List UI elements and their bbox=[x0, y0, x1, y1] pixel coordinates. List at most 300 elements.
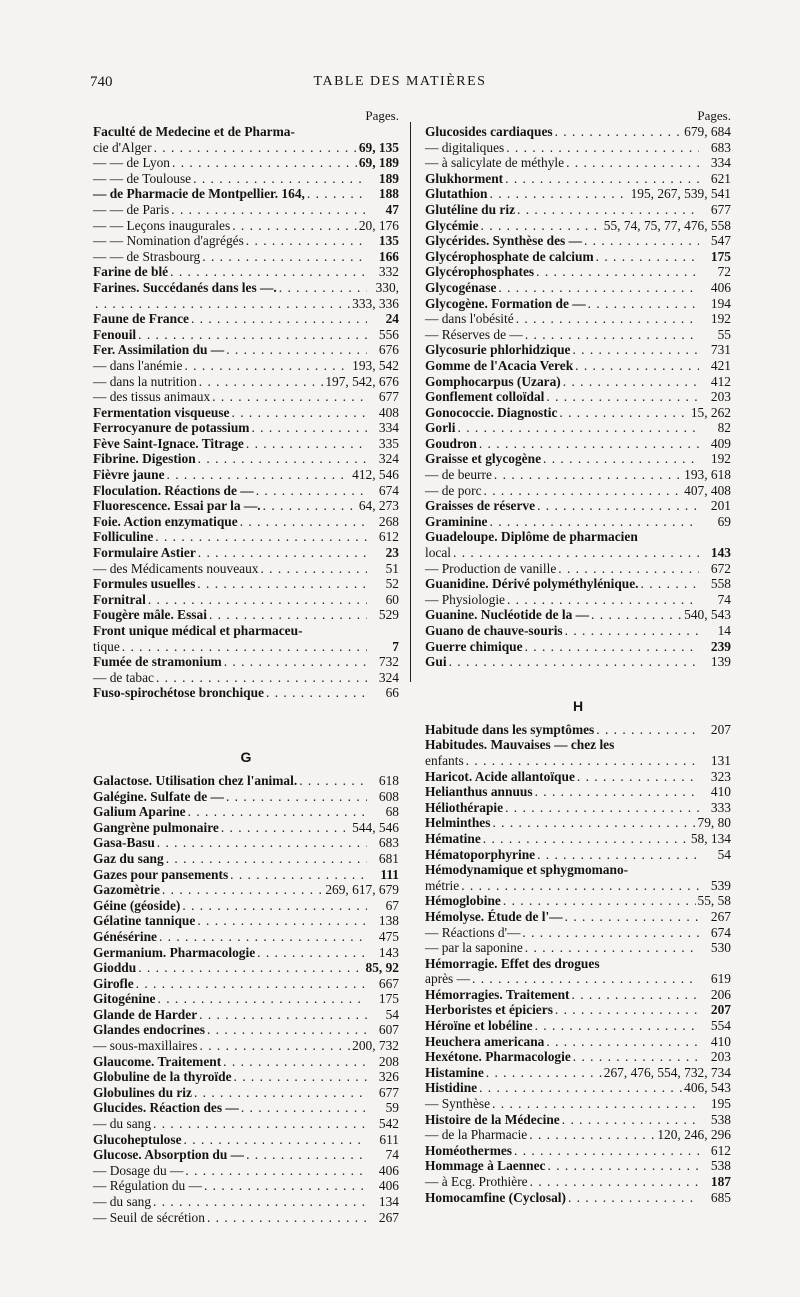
leader-dots bbox=[584, 233, 699, 249]
entry-term: — — de Toulouse bbox=[93, 170, 192, 186]
leader-dots bbox=[251, 420, 367, 436]
entry-pages: 197, 542, 676 bbox=[325, 373, 399, 389]
entry-pages: 538 bbox=[710, 1158, 731, 1174]
entry-term: Hémorragies. Traitement bbox=[425, 986, 570, 1002]
index-entry bbox=[425, 186, 731, 202]
leader-dots bbox=[505, 800, 699, 816]
leader-dots bbox=[198, 545, 367, 561]
index-entry bbox=[425, 358, 731, 374]
entry-term: — à salicylate de méthyle bbox=[425, 155, 565, 171]
entry-term: Hémorragie. Effet des drogues bbox=[425, 955, 600, 971]
entry-pages: 676 bbox=[378, 342, 399, 358]
entry-term: Glycémie bbox=[425, 217, 479, 233]
leader-dots bbox=[479, 1080, 682, 1096]
entry-term: cie d'Alger bbox=[93, 139, 152, 155]
entry-pages: 334 bbox=[710, 155, 731, 171]
leader-dots bbox=[483, 831, 689, 847]
leader-dots bbox=[172, 155, 357, 171]
index-entry bbox=[425, 878, 731, 894]
index-entry bbox=[425, 451, 731, 467]
index-entry bbox=[425, 1127, 731, 1143]
entry-term: Foie. Action enzymatique bbox=[93, 513, 238, 529]
index-entry bbox=[93, 218, 399, 234]
entry-term: Gitogénine bbox=[93, 991, 156, 1007]
entry-term: — Réactions d'— bbox=[425, 924, 521, 940]
entry-term: — — Leçons inaugurales bbox=[93, 217, 231, 233]
entry-term: Formules usuelles bbox=[93, 576, 196, 592]
leader-dots bbox=[166, 851, 367, 867]
index-entry bbox=[425, 623, 731, 639]
entry-term: Farine de blé bbox=[93, 264, 169, 280]
entry-pages: 189 bbox=[378, 170, 399, 186]
entry-pages: 134 bbox=[378, 1194, 399, 1209]
index-entry bbox=[93, 1038, 399, 1054]
leader-dots bbox=[566, 155, 699, 171]
index-entry bbox=[93, 945, 399, 961]
index-entry bbox=[425, 971, 731, 987]
index-entry bbox=[93, 202, 399, 218]
entry-pages: 732 bbox=[378, 654, 399, 670]
entry-term: Fibrine. Digestion bbox=[93, 451, 196, 467]
index-entry bbox=[93, 623, 399, 639]
leader-dots bbox=[197, 913, 367, 929]
leader-dots bbox=[565, 909, 699, 925]
entry-pages: 74 bbox=[717, 591, 731, 607]
index-entry bbox=[425, 1018, 731, 1034]
entry-term: Glycérophosphate de calcium bbox=[425, 248, 594, 264]
entry-term: enfants bbox=[425, 752, 464, 768]
entry-pages: 200, 732 bbox=[352, 1038, 399, 1054]
entry-term: Gui bbox=[425, 654, 447, 670]
leader-dots bbox=[503, 893, 696, 909]
index-entry bbox=[425, 124, 731, 140]
leader-dots bbox=[535, 784, 699, 800]
index-entry bbox=[93, 498, 399, 514]
index-entry bbox=[93, 327, 399, 343]
entry-term: Glucides. Réaction des — bbox=[93, 1100, 239, 1116]
entry-term: Glycogène. Formation de — bbox=[425, 295, 586, 311]
entry-pages: 52 bbox=[385, 576, 399, 592]
index-entry bbox=[425, 1002, 731, 1018]
entry-pages: 608 bbox=[378, 788, 399, 804]
entry-pages: 421 bbox=[710, 357, 731, 373]
entry-pages: 267, 476, 554, 732, 734 bbox=[603, 1064, 731, 1080]
entry-pages: 607 bbox=[378, 1022, 399, 1038]
entry-term: Formulaire Astier bbox=[93, 545, 196, 561]
entry-term: Glutéline du riz bbox=[425, 201, 516, 217]
entry-pages: 207 bbox=[710, 1002, 731, 1018]
leader-dots bbox=[246, 1147, 367, 1163]
pages-label: Pages. bbox=[697, 108, 731, 123]
entry-pages: 685 bbox=[710, 1189, 731, 1205]
leader-dots bbox=[535, 1018, 699, 1034]
index-entry bbox=[93, 773, 399, 789]
entry-pages: 192 bbox=[710, 311, 731, 327]
entry-term: Galium Aparine bbox=[93, 804, 186, 820]
entry-pages: 683 bbox=[378, 835, 399, 851]
leader-dots bbox=[492, 1096, 699, 1112]
leader-dots bbox=[159, 929, 367, 945]
index-entry bbox=[93, 1147, 399, 1163]
entry-term: Glycérophosphates bbox=[425, 264, 535, 280]
index-entry bbox=[93, 898, 399, 914]
entry-term: — du sang bbox=[93, 1116, 152, 1132]
entry-term: Fuso-spirochétose bronchique bbox=[93, 685, 264, 701]
index-entry bbox=[93, 991, 399, 1007]
leader-dots bbox=[307, 186, 367, 202]
leader-dots bbox=[506, 140, 699, 156]
index-entry bbox=[93, 654, 399, 670]
index-entry bbox=[425, 155, 731, 171]
entry-pages: 540, 543 bbox=[684, 607, 731, 623]
entry-pages: 55 bbox=[717, 326, 731, 342]
entry-term: métrie bbox=[425, 877, 460, 893]
index-entry bbox=[425, 514, 731, 530]
index-entry bbox=[425, 1065, 731, 1081]
entry-pages: 683 bbox=[710, 139, 731, 155]
index-entry bbox=[425, 218, 731, 234]
index-entry bbox=[425, 831, 731, 847]
leader-dots bbox=[138, 960, 363, 976]
index-entry bbox=[93, 171, 399, 187]
entry-term: — Dosage du — bbox=[93, 1162, 184, 1178]
index-entry bbox=[93, 960, 399, 976]
column-divider bbox=[410, 122, 411, 682]
entry-pages: 54 bbox=[385, 1006, 399, 1022]
leader-dots bbox=[157, 835, 367, 851]
leader-dots bbox=[224, 654, 367, 670]
entry-term: Habitudes. Mauvaises — chez les bbox=[425, 737, 615, 753]
leader-dots bbox=[591, 607, 682, 623]
entry-pages: 143 bbox=[710, 545, 731, 561]
entry-term: — Physiologie bbox=[425, 591, 505, 607]
leader-dots bbox=[546, 1034, 699, 1050]
leader-dots bbox=[266, 685, 367, 701]
leader-dots bbox=[555, 1002, 699, 1018]
index-entry bbox=[425, 784, 731, 800]
entry-pages: 59 bbox=[385, 1100, 399, 1116]
index-entry bbox=[425, 592, 731, 608]
entry-term: — de Pharmacie de Montpellier. 164, bbox=[93, 186, 305, 202]
entry-pages: 55, 58 bbox=[697, 893, 731, 909]
entry-term: Hémodynamique et sphygmomano- bbox=[425, 862, 629, 878]
entry-term: — de tabac bbox=[93, 669, 154, 685]
index-entry bbox=[93, 1163, 399, 1179]
entry-term: Helianthus annuus bbox=[425, 784, 533, 800]
entry-term: — — de Paris bbox=[93, 201, 170, 217]
entry-term: Gorli bbox=[425, 420, 456, 436]
index-block-f bbox=[93, 124, 399, 701]
entry-pages: 612 bbox=[710, 1142, 731, 1158]
index-entry bbox=[425, 342, 731, 358]
entry-pages: 530 bbox=[710, 940, 731, 956]
index-entry bbox=[93, 1054, 399, 1070]
entry-term: Fer. Assimilation du — bbox=[93, 342, 225, 358]
leader-dots bbox=[486, 1065, 602, 1081]
entry-term: Gangrène pulmonaire bbox=[93, 819, 219, 835]
entry-term: Fermentation visqueuse bbox=[93, 404, 230, 420]
entry-term: Homéothermes bbox=[425, 1142, 513, 1158]
entry-term: Farines. Succédanés dans les —. bbox=[93, 279, 277, 295]
leader-dots bbox=[171, 202, 367, 218]
entry-term: Guerre chimique bbox=[425, 638, 523, 654]
leader-dots bbox=[223, 1054, 367, 1070]
entry-term: Gomphocarpus (Uzara) bbox=[425, 373, 561, 389]
entry-pages: 554 bbox=[710, 1018, 731, 1034]
leader-dots bbox=[525, 639, 699, 655]
index-entry bbox=[93, 639, 399, 655]
index-entry bbox=[93, 342, 399, 358]
entry-term: — par la saponine bbox=[425, 940, 523, 956]
index-entry bbox=[425, 607, 731, 623]
index-entry bbox=[93, 529, 399, 545]
entry-pages: 194 bbox=[710, 295, 731, 311]
leader-dots bbox=[202, 249, 367, 265]
entry-term: — dans la nutrition bbox=[93, 373, 197, 389]
entry-pages: 195 bbox=[710, 1096, 731, 1112]
index-entry bbox=[93, 451, 399, 467]
entry-term: — à Ecg. Prothière bbox=[425, 1174, 528, 1189]
leader-dots bbox=[246, 436, 367, 452]
entry-term: — Synthèse bbox=[425, 1096, 491, 1112]
entry-term: Histoire de la Médecine bbox=[425, 1111, 560, 1127]
index-entry bbox=[425, 639, 731, 655]
leader-dots bbox=[170, 264, 367, 280]
index-entry bbox=[425, 1143, 731, 1159]
entry-term: Hémoglobine bbox=[425, 893, 501, 909]
entry-pages: 406, 543 bbox=[684, 1080, 731, 1096]
index-block-h bbox=[425, 722, 731, 1205]
index-entry bbox=[93, 835, 399, 851]
leader-dots bbox=[572, 987, 699, 1003]
index-entry bbox=[93, 1100, 399, 1116]
entry-term: — Production de vanille bbox=[425, 560, 557, 576]
entry-pages: 69, 135 bbox=[358, 139, 399, 155]
index-entry bbox=[425, 893, 731, 909]
index-entry bbox=[425, 264, 731, 280]
leader-dots bbox=[182, 898, 367, 914]
entry-term: Globuline de la thyroïde bbox=[93, 1069, 232, 1085]
index-entry bbox=[425, 1190, 731, 1206]
index-entry bbox=[425, 722, 731, 738]
entry-pages: 326 bbox=[378, 1069, 399, 1085]
index-entry bbox=[93, 882, 399, 898]
leader-dots bbox=[246, 233, 367, 249]
entry-term: Fumée de stramonium bbox=[93, 654, 222, 670]
index-entry bbox=[425, 405, 731, 421]
entry-pages: 175 bbox=[710, 248, 731, 264]
leader-dots bbox=[588, 296, 699, 312]
index-entry bbox=[425, 1049, 731, 1065]
leader-dots bbox=[155, 529, 367, 545]
entry-term: Haricot. Acide allantoïque bbox=[425, 768, 575, 784]
index-entry bbox=[93, 670, 399, 686]
entry-pages: 195, 267, 539, 541 bbox=[630, 186, 731, 202]
index-entry bbox=[93, 1007, 399, 1023]
entry-pages: 539 bbox=[710, 877, 731, 893]
entry-pages: 408 bbox=[378, 404, 399, 420]
entry-pages: 269, 617, 679 bbox=[325, 882, 399, 898]
leader-dots bbox=[537, 498, 699, 514]
index-entry bbox=[425, 140, 731, 156]
entry-pages: 475 bbox=[378, 928, 399, 944]
index-entry bbox=[93, 264, 399, 280]
entry-pages: 407, 408 bbox=[684, 482, 731, 498]
entry-pages: 672 bbox=[710, 560, 731, 576]
page-number: 740 bbox=[90, 74, 113, 90]
entry-term: — Régulation du — bbox=[93, 1178, 202, 1194]
leader-dots bbox=[221, 820, 350, 836]
index-entry bbox=[93, 545, 399, 561]
leader-dots bbox=[257, 945, 367, 961]
leader-dots bbox=[122, 639, 367, 655]
entry-pages: 14 bbox=[717, 623, 731, 638]
leader-dots bbox=[199, 1007, 367, 1023]
index-entry bbox=[93, 976, 399, 992]
index-entry bbox=[93, 514, 399, 530]
entry-pages: 187 bbox=[710, 1174, 731, 1189]
leader-dots bbox=[498, 280, 699, 296]
entry-pages: 66 bbox=[385, 685, 399, 701]
entry-pages: 679, 684 bbox=[684, 124, 731, 139]
index-entry bbox=[93, 124, 399, 140]
entry-term: — dans l'obésité bbox=[425, 311, 514, 327]
entry-term: Folliculine bbox=[93, 529, 154, 545]
leader-dots bbox=[548, 1158, 700, 1174]
entry-pages: 139 bbox=[710, 654, 731, 670]
entry-term: Herboristes et épiciers bbox=[425, 1002, 553, 1018]
index-entry bbox=[93, 820, 399, 836]
index-entry bbox=[93, 233, 399, 249]
entry-term: Fève Saint-Ignace. Titrage bbox=[93, 435, 244, 451]
entry-pages: 674 bbox=[710, 924, 731, 940]
leader-dots bbox=[260, 561, 367, 577]
entry-pages: 7 bbox=[392, 638, 399, 654]
entry-pages: 69, 189 bbox=[358, 155, 399, 171]
entry-term: Gaz du sang bbox=[93, 850, 164, 866]
leader-dots bbox=[461, 878, 699, 894]
entry-pages: 69 bbox=[717, 513, 731, 529]
index-entry bbox=[425, 737, 731, 753]
entry-pages: 192 bbox=[710, 451, 731, 467]
entry-pages: 538 bbox=[710, 1111, 731, 1127]
entry-term: — des Médicaments nouveaux bbox=[93, 560, 259, 576]
entry-term: Glycogénase bbox=[425, 279, 497, 295]
index-entry bbox=[93, 140, 399, 156]
entry-pages: 406 bbox=[378, 1178, 399, 1194]
entry-term: Gazomètrie bbox=[93, 882, 160, 898]
leader-dots bbox=[256, 483, 367, 499]
entry-term: local bbox=[425, 545, 452, 561]
entry-term: Germanium. Pharmacologie bbox=[93, 944, 256, 960]
entry-term: Heuchera americana bbox=[425, 1033, 545, 1049]
index-entry bbox=[425, 1080, 731, 1096]
entry-term: — — de Lyon bbox=[93, 155, 170, 171]
running-title: TABLE DES MATIÈRES bbox=[313, 74, 487, 89]
entry-pages: 332 bbox=[378, 264, 399, 280]
entry-pages: 677 bbox=[378, 1084, 399, 1100]
entry-term: Galactose. Utilisation chez l'animal. bbox=[93, 772, 298, 788]
leader-dots bbox=[641, 576, 699, 592]
entry-pages: 47 bbox=[385, 201, 399, 217]
entry-term: — digitaliques bbox=[425, 139, 505, 155]
index-entry bbox=[425, 1096, 731, 1112]
leader-dots bbox=[505, 171, 699, 187]
entry-pages: 60 bbox=[385, 591, 399, 607]
index-entry bbox=[425, 311, 731, 327]
leader-dots bbox=[525, 327, 699, 343]
entry-term: Gazes pour pansements bbox=[93, 866, 229, 882]
entry-term: Géine (géoside) bbox=[93, 897, 181, 913]
leader-dots bbox=[466, 753, 699, 769]
leader-dots bbox=[537, 847, 699, 863]
entry-pages: 406 bbox=[710, 279, 731, 295]
index-entry bbox=[425, 1112, 731, 1128]
entry-term: Glucoheptulose bbox=[93, 1131, 182, 1147]
leader-dots bbox=[517, 202, 699, 218]
entry-term: Gonococcie. Diagnostic bbox=[425, 404, 558, 420]
leader-dots bbox=[536, 264, 699, 280]
entry-term: Histamine bbox=[425, 1064, 484, 1080]
section-letter-g: G bbox=[240, 748, 252, 765]
entry-term: — de beurre bbox=[425, 467, 492, 483]
entry-pages: 58, 134 bbox=[690, 830, 731, 846]
entry-pages: 54 bbox=[717, 846, 731, 862]
entry-term: Gioddu bbox=[93, 960, 137, 976]
entry-term: après — bbox=[425, 971, 470, 987]
entry-pages: 131 bbox=[710, 752, 731, 768]
entry-term: Génésérine bbox=[93, 928, 157, 944]
page-header bbox=[0, 74, 800, 94]
leader-dots bbox=[207, 1210, 367, 1226]
leader-dots bbox=[232, 405, 367, 421]
leader-dots bbox=[226, 342, 367, 358]
index-entry bbox=[93, 592, 399, 608]
entry-pages: 67 bbox=[385, 897, 399, 913]
index-entry bbox=[93, 929, 399, 945]
entry-pages: 193, 618 bbox=[684, 467, 731, 483]
leader-dots bbox=[200, 1038, 351, 1054]
index-entry bbox=[93, 186, 399, 202]
index-entry bbox=[93, 1085, 399, 1101]
entry-term: Goudron bbox=[425, 435, 477, 451]
leader-dots bbox=[530, 1174, 699, 1190]
leader-dots bbox=[167, 467, 351, 483]
leader-dots bbox=[148, 592, 367, 608]
leader-dots bbox=[494, 467, 682, 483]
entry-term: Floculation. Réactions de — bbox=[93, 482, 254, 498]
entry-pages: 547 bbox=[710, 233, 731, 249]
entry-pages: 335 bbox=[378, 435, 399, 451]
index-entry bbox=[425, 800, 731, 816]
entry-term: Héliothérapie bbox=[425, 799, 504, 815]
index-column-left bbox=[93, 108, 399, 1225]
leader-dots bbox=[194, 1085, 367, 1101]
entry-pages: 207 bbox=[710, 721, 731, 737]
entry-term: Histidine bbox=[425, 1080, 478, 1096]
entry-pages: 72 bbox=[717, 264, 731, 280]
leader-dots bbox=[453, 545, 699, 561]
index-entry bbox=[425, 1174, 731, 1190]
index-entry bbox=[93, 913, 399, 929]
entry-pages: 409 bbox=[710, 435, 731, 451]
leader-dots bbox=[199, 374, 324, 390]
entry-pages: 612 bbox=[378, 529, 399, 545]
entry-term: Glucosides cardiaques bbox=[425, 124, 553, 139]
index-entry bbox=[93, 561, 399, 577]
entry-pages: 239 bbox=[710, 638, 731, 654]
entry-term: Graminine bbox=[425, 513, 488, 529]
